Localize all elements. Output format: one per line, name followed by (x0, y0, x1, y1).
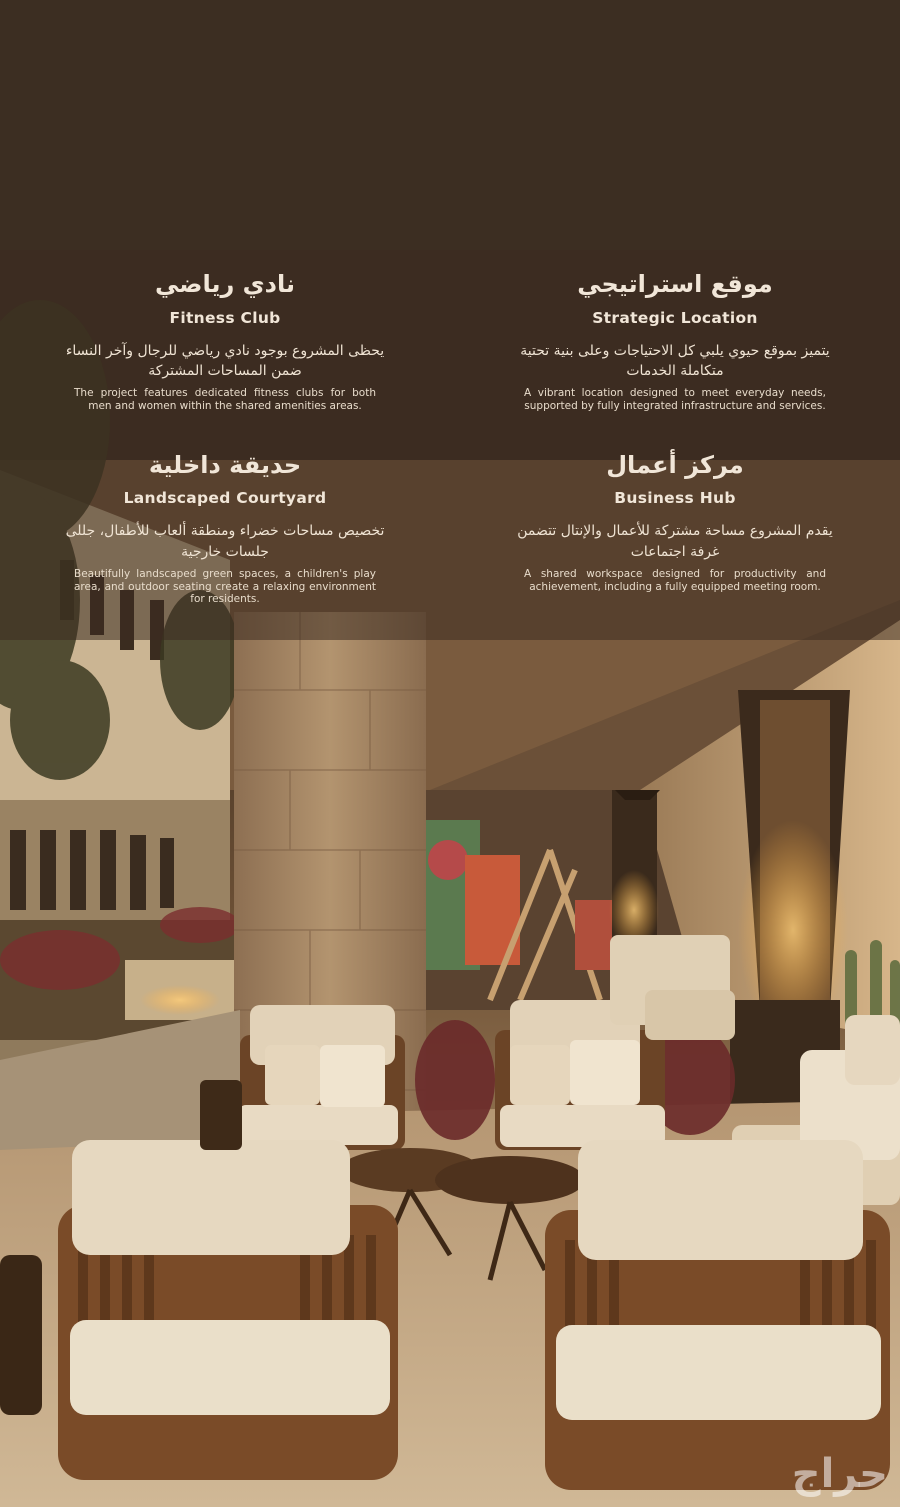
feature-english-description: A vibrant location designed to meet everyday needs, supported by fully integrated infrastructure and services. (524, 387, 826, 412)
feature-fitness-club (0, 270, 450, 413)
feature-arabic-description: يحظى المشروع بوجود نادي رياضي للرجال وآخر النساء ضمن المساحات المشتركة (65, 342, 385, 380)
features-grid (0, 270, 900, 606)
feature-english-description: A shared workspace designed for productivity and achievement, including a fully equipped meeting room. (524, 567, 826, 593)
haraj-watermark: حراج (791, 1451, 888, 1497)
feature-arabic-description: يتميز بموقع حيوي يلبي كل الاحتياجات وعلى بنية تحتية متكاملة الخدمات (520, 342, 830, 380)
feature-english-description: The project features dedicated fitness clubs for both men and women within the shared amenities areas. (74, 387, 376, 412)
feature-arabic-title: مركز أعمال (606, 450, 744, 479)
feature-english-title: Strategic Location (592, 308, 758, 327)
feature-arabic-description: يقدم المشروع مساحة مشتركة للأعمال والإنتال تتضمن غرفة اجتماعات (517, 523, 833, 560)
feature-english-title: Fitness Club (169, 308, 281, 327)
feature-arabic-title: موقع استراتيجي (577, 270, 773, 298)
feature-strategic-location (450, 270, 900, 413)
feature-arabic-title: حديقة داخلية (148, 450, 302, 479)
feature-arabic-description: تخصيص مساحات خضراء ومنطقة ألعاب للأطفال، جللى جلسات خارجية (65, 523, 385, 560)
feature-business-hub (450, 451, 900, 606)
feature-english-title: Business Hub (614, 489, 736, 508)
feature-arabic-title: نادي رياضي (154, 270, 295, 298)
feature-landscaped-courtyard (0, 451, 450, 606)
feature-english-description: Beautifully landscaped green spaces, a children's play area, and outdoor seating create a relaxing environment for residents. (74, 567, 376, 606)
feature-english-title: Landscaped Courtyard (123, 489, 327, 508)
